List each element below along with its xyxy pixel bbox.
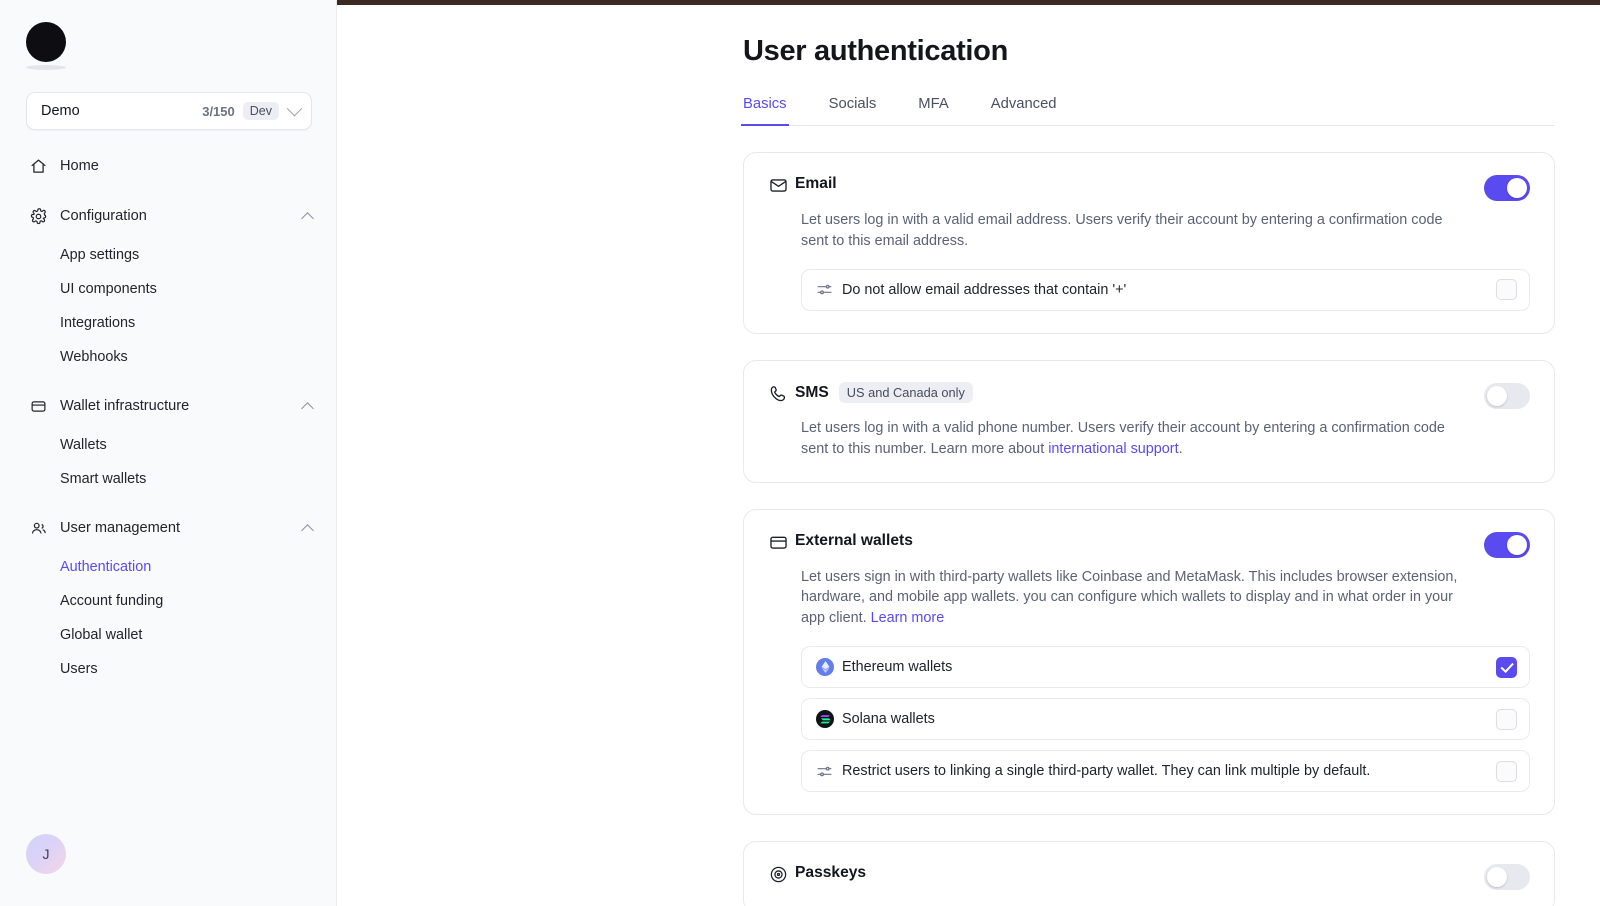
option-checkbox[interactable]: [1496, 761, 1517, 782]
page-title: User authentication: [743, 35, 1009, 67]
card-passkeys: [743, 841, 1555, 906]
card-sms: [743, 360, 1555, 483]
app-switcher[interactable]: [26, 92, 312, 130]
tab-advanced[interactable]: [991, 96, 1057, 125]
sms-toggle[interactable]: [1484, 383, 1530, 409]
status-badge: US and Canada only: [839, 382, 973, 403]
learn-more-link[interactable]: Learn more: [870, 610, 945, 627]
option-ethereum-wallets[interactable]: [801, 646, 1530, 688]
ethereum-icon: [816, 658, 842, 676]
sidebar-item-label: UI components: [60, 281, 157, 297]
sidebar-item-label: Configuration: [60, 208, 147, 224]
sidebar-item-smart-wallets[interactable]: [0, 462, 336, 496]
sidebar-item-label: Home: [60, 158, 99, 174]
sidebar-item-label: Smart wallets: [60, 471, 147, 487]
option-checkbox[interactable]: [1496, 709, 1517, 730]
sidebar-item-label: Integrations: [60, 315, 136, 331]
option-checkbox[interactable]: [1496, 657, 1517, 678]
tab-bar: [743, 96, 1555, 126]
card-description: Let users log in with a valid email address. Users verify their account by entering a confirmation code sent to this email address.: [801, 212, 1443, 249]
phone-icon: [769, 384, 795, 408]
tab-socials[interactable]: [829, 96, 877, 125]
card-description-tail: .: [1178, 440, 1183, 457]
sidebar-item-integrations[interactable]: [0, 306, 336, 340]
tab-label: Socials: [828, 96, 877, 112]
sidebar-item-label: Users: [60, 661, 98, 677]
app-switcher-quota: 3/150: [202, 103, 235, 119]
gear-icon: [30, 208, 52, 225]
tab-mfa[interactable]: [918, 96, 948, 125]
card-email: [743, 152, 1555, 334]
chevron-up-icon: [301, 212, 314, 225]
sidebar-item-app-settings[interactable]: [0, 238, 336, 272]
tab-label: Basics: [743, 96, 787, 112]
sidebar-item-label: User management: [60, 520, 181, 536]
option-restrict-single-wallet[interactable]: [801, 750, 1530, 792]
sidebar-group-user-management[interactable]: [0, 510, 336, 546]
sidebar-item-users[interactable]: [0, 652, 336, 686]
app-logo: [0, 0, 336, 70]
card-title: Email: [795, 175, 837, 192]
sidebar-item-webhooks[interactable]: [0, 340, 336, 374]
sidebar-item-wallets[interactable]: [0, 428, 336, 462]
option-email-plus[interactable]: [801, 269, 1530, 311]
sidebar-item-home[interactable]: [0, 148, 336, 184]
users-icon: [30, 520, 52, 537]
option-label: Solana wallets: [842, 711, 935, 728]
tab-label: Advanced: [990, 96, 1057, 112]
sidebar-item-label: Wallet infrastructure: [60, 398, 190, 414]
toggle-knob: [1487, 386, 1507, 406]
option-checkbox[interactable]: [1496, 279, 1517, 300]
toggle-knob: [1487, 867, 1507, 887]
sidebar-item-ui-components[interactable]: [0, 272, 336, 306]
sidebar-item-label: Authentication: [60, 559, 152, 575]
envelope-icon: [769, 176, 795, 200]
sidebar-item-account-funding[interactable]: [0, 584, 336, 618]
card-description-text: Let users log in with a valid phone number. Users verify their account by entering a confirmation code sent to this number. Learn more about: [801, 419, 1445, 457]
card-title: SMS: [795, 384, 829, 402]
avatar-initial: J: [42, 846, 50, 862]
logo-shadow: [26, 65, 66, 70]
international-support-link[interactable]: international support: [1048, 440, 1179, 457]
toggle-knob: [1507, 178, 1527, 198]
sidebar-group-wallet-infrastructure[interactable]: [0, 388, 336, 424]
email-toggle[interactable]: [1484, 175, 1530, 201]
card-external-wallets: [743, 509, 1555, 816]
wallet-icon: [769, 533, 795, 557]
option-label: Restrict users to linking a single third-party wallet. They can link multiple by default.: [842, 763, 1371, 780]
fingerprint-icon: [769, 865, 795, 889]
sidebar-item-label: App settings: [60, 247, 140, 263]
solana-icon: [816, 710, 842, 728]
avatar[interactable]: [26, 834, 66, 874]
main-content: [337, 0, 1600, 906]
app-switcher-env-badge: Dev: [243, 102, 279, 120]
card-title: Passkeys: [795, 864, 867, 882]
sliders-icon: [816, 763, 842, 780]
sidebar-item-label: Global wallet: [60, 627, 143, 643]
option-label: Do not allow email addresses that contain '+': [842, 281, 1127, 298]
passkeys-toggle[interactable]: [1484, 864, 1530, 890]
sidebar-nav: [0, 148, 336, 686]
external-wallets-toggle[interactable]: [1484, 532, 1530, 558]
option-label: Ethereum wallets: [842, 659, 953, 676]
wallet-icon: [30, 398, 52, 415]
sidebar-group-configuration[interactable]: [0, 198, 336, 234]
sidebar-item-authentication[interactable]: [0, 550, 336, 584]
home-icon: [30, 158, 52, 175]
card-description: [801, 567, 1461, 630]
toggle-knob: [1507, 535, 1527, 555]
card-title: External wallets: [795, 531, 913, 549]
sidebar-item-label: Account funding: [60, 593, 164, 609]
sliders-icon: [816, 281, 842, 298]
tab-basics[interactable]: [743, 96, 787, 125]
chevron-up-icon: [301, 402, 314, 415]
sidebar: [0, 0, 337, 906]
chevron-up-icon: [301, 524, 314, 537]
sidebar-item-label: Webhooks: [60, 349, 128, 365]
card-description: [801, 418, 1461, 460]
app-switcher-name: Demo: [41, 103, 80, 119]
sidebar-item-label: Wallets: [60, 437, 107, 453]
option-solana-wallets[interactable]: [801, 698, 1530, 740]
logo-circle-icon: [26, 22, 66, 62]
tab-label: MFA: [918, 96, 949, 112]
card-description-text: Let users sign in with third-party wallets like Coinbase and MetaMask. This includes browser extension, hardware, and mobile app wallets. you can configure which wallets to display and in what order in your app client.: [801, 568, 1458, 627]
sidebar-item-global-wallet[interactable]: [0, 618, 336, 652]
chevron-down-icon: [287, 100, 303, 116]
